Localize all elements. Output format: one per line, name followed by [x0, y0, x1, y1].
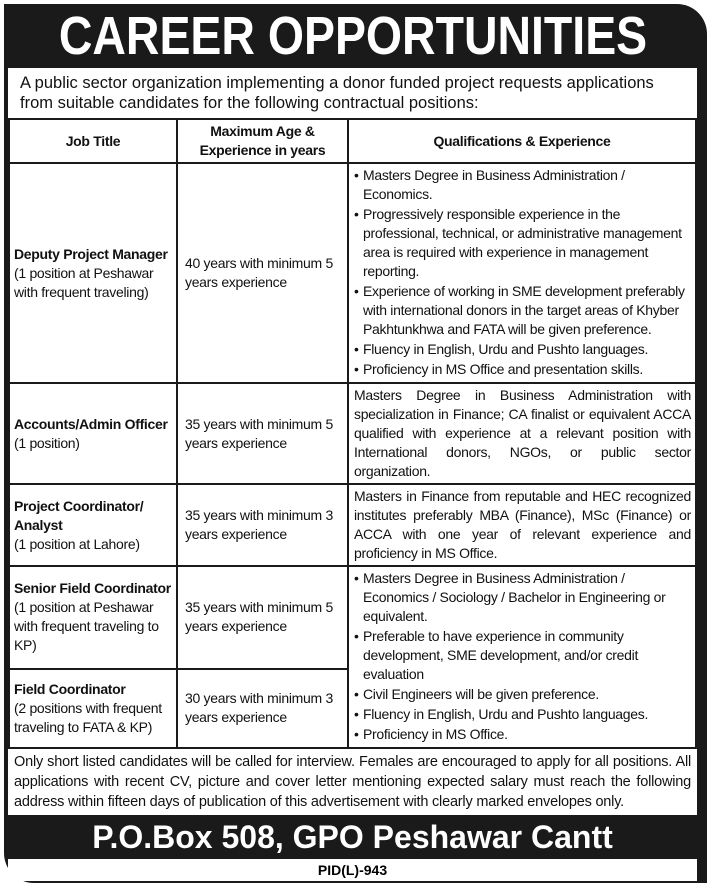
job-title-cell [9, 484, 177, 566]
qualifications-cell [348, 163, 696, 383]
age-cell: 35 years with minimum 5 years experience [177, 383, 348, 484]
age-cell: 35 years with minimum 5 years experience [177, 566, 348, 669]
positions-table [8, 118, 697, 749]
job-detail: (1 position at Peshawar with frequent traveling to KP) [14, 599, 159, 654]
qualification-item: • Fluency in English, Urdu and Pushto languages. [354, 705, 691, 724]
header-job-title: Job Title [9, 119, 177, 163]
job-title: Project Coordinator/ Analyst [14, 497, 144, 533]
title-bar [8, 4, 697, 68]
header-age: Maximum Age & Experience in years [177, 119, 348, 163]
qualification-item: • Fluency in English, Urdu and Pushto languages. [354, 340, 691, 359]
job-title-cell [9, 566, 177, 669]
footer-text: Only short listed candidates will be called for interview. Females are encouraged to apply for all positions. All applications with recent CV, picture and cover letter mentioning expected salary must reach the following address within fifteen days of publication of this advertisement with clearly marked envelopes only. [8, 749, 697, 815]
qualification-item: • Progressively responsible experience in the professional, technical, or administrative management area is required with experience in management reporting. [354, 205, 691, 281]
qualifications-cell: Masters Degree in Business Administration with specialization in Finance; CA finalist or equivalent ACCA qualified with experience at a relevant position with International donors, NGOs, or public sector organization. [348, 383, 696, 484]
job-title: Senior Field Coordinator [14, 580, 171, 597]
table-row [9, 383, 696, 484]
postal-address: P.O.Box 508, GPO Peshawar Cantt [92, 819, 613, 855]
qualification-item: • Proficiency in MS Office. [354, 725, 691, 744]
qualification-item: • Proficiency in MS Office and presentation skills. [354, 360, 691, 379]
job-detail: (1 position at Peshawar with frequent traveling) [14, 264, 154, 300]
ad-frame [4, 4, 707, 883]
age-cell: 35 years with minimum 3 years experience [177, 484, 348, 566]
table-row [9, 566, 696, 669]
age-cell: 30 years with minimum 3 years experience [177, 669, 348, 748]
job-detail: (1 position at Lahore) [14, 535, 140, 552]
qualification-item: • Masters Degree in Business Administration / Economics. [354, 166, 691, 204]
job-title: Accounts/Admin Officer [14, 415, 168, 432]
shared-qualifications-cell [348, 566, 696, 748]
qualification-item: • Preferable to have experience in community development, SME development, and/or credit evaluation [354, 627, 691, 684]
qualification-item: • Masters Degree in Business Administration / Economics / Sociology / Bachelor in Engineering or equivalent. [354, 569, 691, 626]
job-title: Field Coordinator [14, 680, 126, 697]
intro-text: A public sector organization implementing a donor funded project requests applications from suitable candidates for the following contractual positions: [8, 68, 697, 118]
pid-number: PID(L)-943 [8, 859, 697, 881]
table-row [9, 484, 696, 566]
qualification-item: • Civil Engineers will be given preference. [354, 685, 691, 704]
job-title-cell [9, 669, 177, 748]
job-title: Deputy Project Manager [14, 245, 168, 262]
job-detail: (1 position) [14, 434, 80, 451]
qualification-item: • Experience of working in SME development preferably with international donors in the target areas of Khyber Pakhtunkhwa and FATA will be given preference. [354, 282, 691, 339]
qualifications-cell: Masters in Finance from reputable and HEC recognized institutes preferably MBA (Finance), MSc (Finance) or ACCA with one year of relevant experience and proficiency in MS Office. [348, 484, 696, 566]
ad-title: CAREER OPPORTUNITIES [58, 6, 647, 66]
table-header [9, 119, 696, 163]
job-title-cell [9, 383, 177, 484]
table-row [9, 163, 696, 383]
job-detail: (2 positions with frequent traveling to FATA & KP) [14, 699, 162, 735]
header-qualifications: Qualifications & Experience [348, 119, 696, 163]
job-title-cell [9, 163, 177, 383]
age-cell: 40 years with minimum 5 years experience [177, 163, 348, 383]
